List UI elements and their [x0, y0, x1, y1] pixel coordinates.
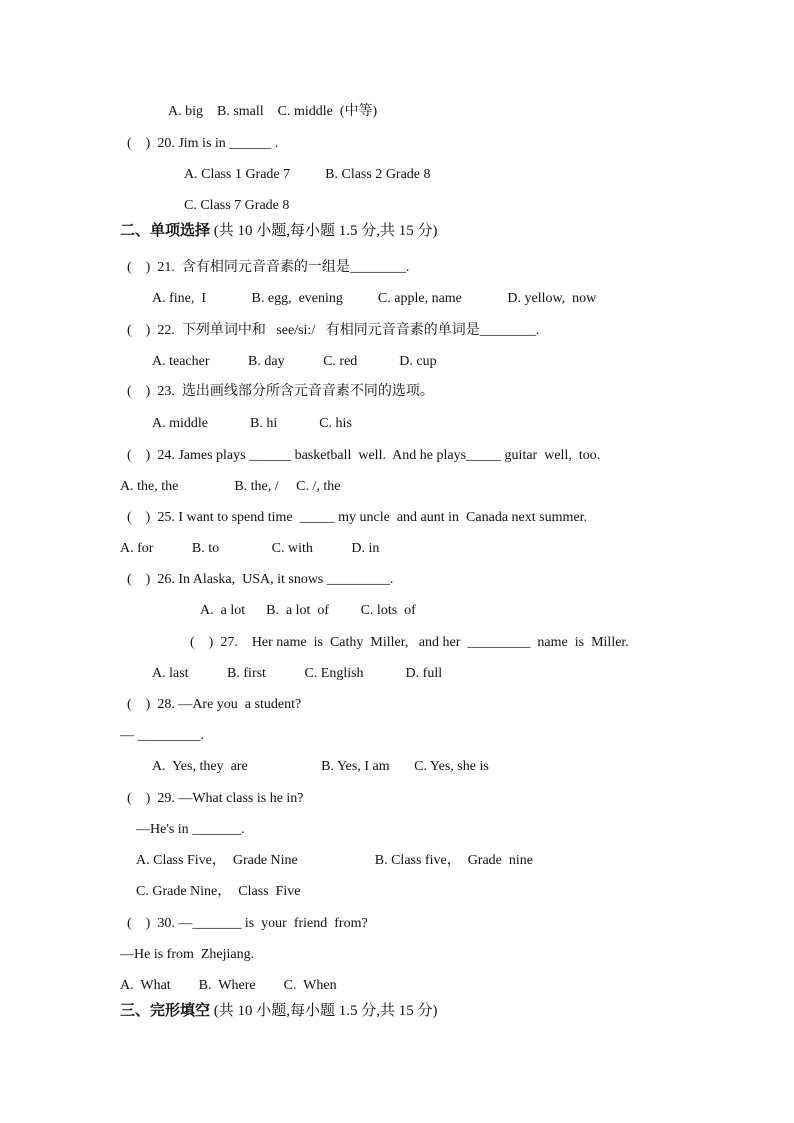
q29-options-ab: A. Class Five， Grade Nine B. Class five， Grade nine [136, 853, 533, 868]
q26-options: A. a lot B. a lot of C. lots of [200, 603, 416, 618]
q30-stem: ( ) 30. —_______ is your friend from? [127, 916, 368, 931]
q24-stem: ( ) 24. James plays ______ basketball well. And he plays_____ guitar well, too. [127, 448, 601, 463]
q28-options: A. Yes, they are B. Yes, I am C. Yes, she is [152, 759, 489, 774]
q21-options: A. fine, I B. egg, evening C. apple, name D. yellow, now [152, 291, 597, 306]
section-heading-title: 三、完形填空 [120, 1003, 211, 1019]
q28-answer-line: — _________. [120, 728, 204, 743]
q20-options-ab: A. Class 1 Grade 7 B. Class 2 Grade 8 [184, 167, 431, 182]
q22-stem: ( ) 22. 下列单词中和 see/si:/ 有相同元音音素的单词是________. [127, 323, 540, 338]
q29-option-c: C. Grade Nine， Class Five [136, 884, 301, 899]
q23-stem: ( ) 23. 选出画线部分所含元音音素不同的选项。 [127, 384, 434, 399]
q24-options: A. the, the B. the, / C. /, the [120, 479, 341, 494]
q20-option-c: C. Class 7 Grade 8 [184, 198, 290, 213]
q22-options: A. teacher B. day C. red D. cup [152, 354, 437, 369]
q19-options: A. big B. small C. middle (中等) [168, 104, 378, 119]
section-heading-scoring: (共 10 小题,每小题 1.5 分,共 15 分) [210, 1003, 438, 1019]
q25-stem: ( ) 25. I want to spend time _____ my uncle and aunt in Canada next summer. [127, 510, 587, 525]
q30-answer-line: —He is from Zhejiang. [120, 947, 255, 962]
q27-options: A. last B. first C. English D. full [152, 666, 443, 681]
q21-stem: ( ) 21. 含有相同元音音素的一组是________. [127, 260, 410, 275]
q27-stem: ( ) 27. Her name is Cathy Miller, and her _________ name is Miller. [190, 635, 629, 650]
section-heading-title: 二、单项选择 [120, 223, 211, 239]
q26-stem: ( ) 26. In Alaska, USA, it snows _________. [127, 572, 394, 587]
q25-options: A. for B. to C. with D. in [120, 541, 380, 556]
q28-stem: ( ) 28. —Are you a student? [127, 697, 302, 712]
q20-stem: ( ) 20. Jim is in ______ . [127, 136, 279, 151]
q30-options: A. What B. Where C. When [120, 978, 337, 993]
section-heading-single-choice [120, 222, 438, 240]
section-heading-scoring: (共 10 小题,每小题 1.5 分,共 15 分) [210, 223, 438, 239]
q29-answer-line: —He's in _______. [136, 822, 245, 837]
q29-stem: ( ) 29. —What class is he in? [127, 791, 304, 806]
section-heading-cloze [120, 1002, 438, 1020]
q23-options: A. middle B. hi C. his [152, 416, 352, 431]
